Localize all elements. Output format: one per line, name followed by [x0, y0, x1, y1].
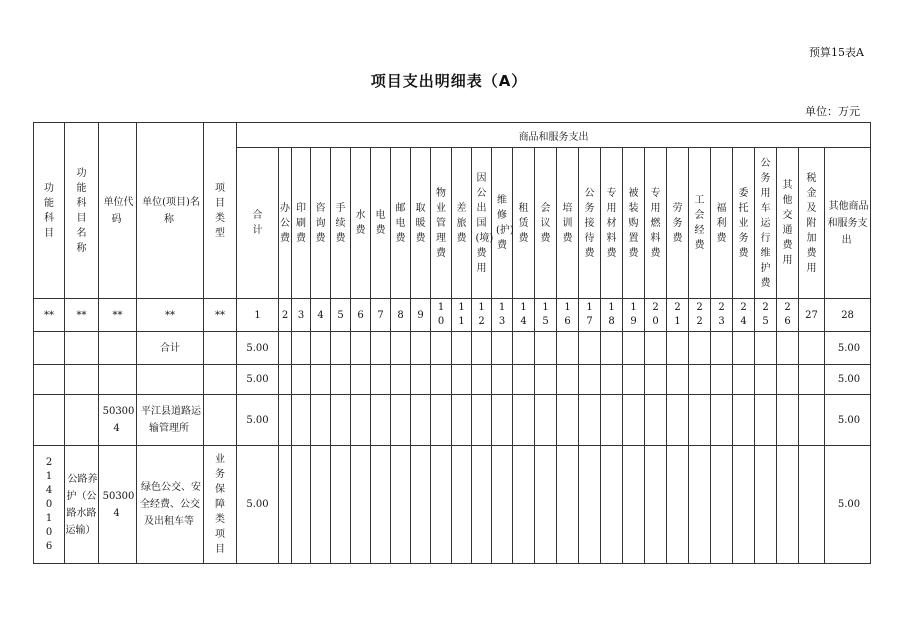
col-number	[557, 299, 579, 332]
amount-cell	[331, 365, 351, 395]
col-header	[331, 148, 351, 299]
amount-cell	[371, 446, 391, 564]
amount-cell	[411, 332, 431, 365]
col-header	[601, 148, 623, 299]
amount-cell	[799, 332, 825, 365]
col-header	[411, 148, 431, 299]
amount-cell	[492, 332, 513, 365]
amount-cell	[689, 395, 711, 446]
amount-cell	[755, 365, 777, 395]
unit-code-cell-text	[116, 374, 120, 385]
amount-cell	[292, 365, 311, 395]
amount-cell	[472, 395, 492, 446]
amount-cell	[535, 446, 557, 564]
col-header-text: 其他商品和服务支出	[827, 200, 869, 246]
col-header	[777, 148, 799, 299]
col-number	[755, 299, 777, 332]
func-name-cell	[65, 365, 99, 395]
col-header	[472, 148, 492, 299]
col-header-text: 被装购置费	[628, 187, 639, 259]
amount-cell	[557, 332, 579, 365]
unit-code-cell	[99, 365, 137, 395]
amount-cell	[733, 365, 755, 395]
col-number-text: 18	[608, 302, 615, 327]
unit-code-cell-text	[116, 343, 120, 354]
amount-cell	[452, 332, 472, 365]
col-header-left-text: 单位(项目)名称	[142, 196, 200, 225]
col-header-text: 税金及附加费用	[806, 172, 817, 274]
amount-cell	[411, 446, 431, 564]
col-number	[472, 299, 492, 332]
other-expense-cell: 5.00	[825, 365, 871, 395]
amount-cell	[667, 332, 689, 365]
amount-cell	[391, 395, 411, 446]
col-header	[711, 148, 733, 299]
col-header	[279, 148, 292, 299]
total-cell: 5.00	[237, 395, 279, 446]
project-type-cell	[204, 332, 237, 365]
amount-cell	[311, 446, 331, 564]
amount-cell	[799, 395, 825, 446]
amount-cell	[601, 332, 623, 365]
amount-cell	[579, 446, 601, 564]
amount-cell	[557, 365, 579, 395]
project-type-cell	[204, 365, 237, 395]
unit-code-cell-text: 503004	[102, 406, 135, 434]
col-header-text: 咨询费	[315, 202, 326, 244]
col-number-text: 26	[784, 302, 791, 327]
amount-cell	[513, 395, 535, 446]
col-number	[513, 299, 535, 332]
amount-cell	[799, 446, 825, 564]
col-header-left	[137, 123, 204, 299]
col-header-left-text: 功能科目名称	[76, 167, 87, 254]
col-header	[292, 148, 311, 299]
unit-name-cell-text: 合计	[160, 342, 180, 354]
col-header	[557, 148, 579, 299]
total-cell: 5.00	[237, 365, 279, 395]
amount-cell	[579, 395, 601, 446]
col-number-text: 10	[437, 302, 445, 327]
amount-cell	[711, 365, 733, 395]
unit-code-cell	[99, 332, 137, 365]
amount-cell	[311, 332, 331, 365]
code-cell: **	[137, 299, 204, 332]
amount-cell	[371, 395, 391, 446]
func-code-cell	[34, 332, 65, 365]
col-number	[431, 299, 452, 332]
unit-name-cell	[137, 395, 204, 446]
amount-cell	[411, 365, 431, 395]
unit-code-cell	[99, 395, 137, 446]
code-cell: **	[65, 299, 99, 332]
amount-cell	[351, 332, 371, 365]
col-number-text: 21	[674, 302, 681, 327]
unit-label: 单位：万元	[805, 105, 860, 118]
amount-cell	[452, 365, 472, 395]
col-number	[667, 299, 689, 332]
col-number	[733, 299, 755, 332]
amount-cell	[351, 365, 371, 395]
col-header	[513, 148, 535, 299]
col-header-text: 公务用车运行维护费	[760, 157, 771, 289]
other-expense-cell: 5.00	[825, 332, 871, 365]
col-header-text: 维修(护)费	[496, 195, 514, 251]
col-header	[452, 148, 472, 299]
col-header-left	[34, 123, 65, 299]
col-header-text: 电费	[375, 210, 386, 236]
col-header	[689, 148, 711, 299]
amount-cell	[623, 395, 645, 446]
amount-cell	[391, 446, 411, 564]
amount-cell	[535, 395, 557, 446]
amount-cell	[535, 332, 557, 365]
amount-cell	[667, 365, 689, 395]
col-header-text: 培训费	[562, 202, 573, 244]
col-header-text: 专用燃料费	[650, 187, 661, 259]
col-header-text: 专用材料费	[606, 187, 617, 259]
amount-cell	[311, 365, 331, 395]
col-number: 2	[279, 299, 292, 332]
unit-name-cell	[137, 446, 204, 564]
col-header	[799, 148, 825, 299]
col-header-text: 合计	[252, 210, 263, 236]
col-header-left	[65, 123, 99, 299]
amount-cell	[431, 446, 452, 564]
col-header-left-text: 功能科目	[44, 182, 54, 239]
func-name-cell-text	[80, 374, 84, 385]
col-header	[237, 148, 279, 299]
amount-cell	[513, 446, 535, 564]
project-type-cell	[204, 395, 237, 446]
amount-cell	[579, 332, 601, 365]
amount-cell	[331, 332, 351, 365]
amount-cell	[755, 395, 777, 446]
col-header	[371, 148, 391, 299]
other-expense-cell: 5.00	[825, 446, 871, 564]
col-number-text: 24	[740, 302, 747, 327]
code-cell: **	[34, 299, 65, 332]
amount-cell	[601, 395, 623, 446]
total-cell: 5.00	[237, 446, 279, 564]
budget-table	[33, 122, 871, 564]
amount-cell	[623, 365, 645, 395]
unit-name-cell-text: 平江县道路运输管理所	[141, 406, 201, 434]
amount-cell	[351, 395, 371, 446]
group-header: 商品和服务支出	[237, 123, 871, 148]
col-number: 3	[292, 299, 311, 332]
func-name-cell-text: 公路养护（公路水路运输）	[65, 473, 98, 536]
col-number: 1	[237, 299, 279, 332]
unit-name-cell	[137, 365, 204, 395]
amount-cell	[623, 332, 645, 365]
amount-cell	[755, 332, 777, 365]
col-header	[667, 148, 689, 299]
amount-cell	[431, 365, 452, 395]
amount-cell	[431, 395, 452, 446]
amount-cell	[331, 395, 351, 446]
amount-cell	[492, 365, 513, 395]
func-name-cell	[65, 332, 99, 365]
col-number	[645, 299, 667, 332]
amount-cell	[513, 365, 535, 395]
code-cell: **	[204, 299, 237, 332]
func-name-cell-text	[80, 343, 84, 354]
amount-cell	[689, 365, 711, 395]
col-header-text: 取暖费	[415, 202, 426, 244]
amount-cell	[391, 365, 411, 395]
other-expense-cell: 5.00	[825, 395, 871, 446]
col-header-text: 会议费	[540, 202, 551, 244]
amount-cell	[755, 446, 777, 564]
amount-cell	[292, 395, 311, 446]
col-number-text: 22	[696, 302, 703, 327]
amount-cell	[711, 395, 733, 446]
amount-cell	[777, 332, 799, 365]
amount-cell	[645, 365, 667, 395]
amount-cell	[733, 446, 755, 564]
col-number: 7	[371, 299, 391, 332]
col-number-text: 12	[478, 302, 485, 327]
amount-cell	[645, 395, 667, 446]
col-header-text: 差旅费	[456, 202, 467, 244]
table-row	[34, 446, 871, 564]
col-header-text: 因公出国(境)费用	[475, 172, 494, 274]
col-header	[311, 148, 331, 299]
amount-cell	[601, 446, 623, 564]
col-header-text: 福利费	[716, 202, 727, 244]
amount-cell	[391, 332, 411, 365]
amount-cell	[711, 446, 733, 564]
amount-cell	[601, 365, 623, 395]
col-header-text: 劳务费	[672, 202, 683, 244]
col-number: 4	[311, 299, 331, 332]
amount-cell	[733, 332, 755, 365]
amount-cell	[711, 332, 733, 365]
col-header-text: 水费	[355, 210, 366, 236]
form-code: 预算15表A	[809, 46, 864, 59]
col-number	[711, 299, 733, 332]
amount-cell	[492, 446, 513, 564]
amount-cell	[667, 395, 689, 446]
amount-cell	[279, 332, 292, 365]
amount-cell	[777, 395, 799, 446]
col-number	[623, 299, 645, 332]
col-header-left-text: 项目类型	[215, 182, 225, 239]
table-header-row	[34, 123, 871, 148]
amount-cell	[513, 332, 535, 365]
amount-cell	[689, 332, 711, 365]
col-number: 6	[351, 299, 371, 332]
amount-cell	[777, 365, 799, 395]
col-number	[452, 299, 472, 332]
col-header-text: 邮电费	[395, 202, 406, 244]
amount-cell	[411, 395, 431, 446]
amount-cell	[645, 446, 667, 564]
col-header-text: 工会经费	[694, 195, 705, 251]
col-header-text: 租赁费	[518, 202, 529, 244]
amount-cell	[733, 395, 755, 446]
unit-name-cell	[137, 332, 204, 365]
amount-cell	[777, 446, 799, 564]
amount-cell	[623, 446, 645, 564]
amount-cell	[799, 365, 825, 395]
col-number-text: 19	[630, 302, 637, 327]
col-header	[492, 148, 513, 299]
col-header-left	[204, 123, 237, 299]
amount-cell	[279, 395, 292, 446]
amount-cell	[279, 446, 292, 564]
func-name-cell-text	[80, 415, 84, 426]
col-number: 9	[411, 299, 431, 332]
col-header-text: 其他交通费用	[782, 180, 793, 266]
func-code-cell-text: 2140106	[45, 456, 53, 552]
col-number	[777, 299, 799, 332]
col-header-text: 委托业务费	[738, 187, 749, 259]
amount-cell	[371, 332, 391, 365]
amount-cell	[452, 446, 472, 564]
unit-code-cell	[99, 446, 137, 564]
col-number-text: 17	[586, 302, 593, 327]
page-title: 项目支出明细表（A）	[370, 72, 528, 90]
col-number	[689, 299, 711, 332]
project-type-cell-text: 业务保障类项目	[215, 454, 225, 555]
col-header	[431, 148, 452, 299]
amount-cell	[557, 446, 579, 564]
amount-cell	[645, 332, 667, 365]
func-code-cell	[34, 395, 65, 446]
table-row	[34, 395, 871, 446]
col-header	[755, 148, 777, 299]
amount-cell	[292, 332, 311, 365]
amount-cell	[331, 446, 351, 564]
col-header	[623, 148, 645, 299]
col-header-text: 印刷费	[296, 202, 306, 244]
col-number: 27	[799, 299, 825, 332]
col-number: 28	[825, 299, 871, 332]
col-number-text: 20	[652, 302, 659, 327]
table-row	[34, 299, 871, 332]
col-number-text: 15	[542, 302, 549, 327]
project-type-cell	[204, 446, 237, 564]
amount-cell	[535, 365, 557, 395]
col-header-left	[99, 123, 137, 299]
amount-cell	[452, 395, 472, 446]
col-header	[391, 148, 411, 299]
col-number-text: 25	[762, 302, 769, 327]
col-number	[579, 299, 601, 332]
col-header-text: 公务接待费	[584, 187, 595, 259]
func-code-cell	[34, 365, 65, 395]
col-number-text: 11	[458, 302, 465, 327]
func-name-cell	[65, 446, 99, 564]
col-number: 8	[391, 299, 411, 332]
func-code-cell	[34, 446, 65, 564]
unit-code-cell-text: 503004	[102, 490, 135, 519]
code-cell: **	[99, 299, 137, 332]
unit-name-cell-text: 绿色公交、安全经费、公交及出租车等	[140, 482, 201, 527]
amount-cell	[431, 332, 452, 365]
amount-cell	[492, 395, 513, 446]
col-number-text: 23	[718, 302, 725, 327]
col-number	[492, 299, 513, 332]
col-number	[535, 299, 557, 332]
col-header-text: 办公费	[280, 202, 290, 244]
col-header-text: 手续费	[335, 202, 346, 244]
col-number	[601, 299, 623, 332]
amount-cell	[351, 446, 371, 564]
amount-cell	[472, 332, 492, 365]
col-number-text: 13	[498, 302, 506, 327]
unit-name-cell-text	[168, 374, 172, 385]
col-header-text: 物业管理费	[436, 187, 446, 259]
amount-cell	[579, 365, 601, 395]
amount-cell	[472, 365, 492, 395]
amount-cell	[279, 365, 292, 395]
col-header	[645, 148, 667, 299]
col-header	[825, 148, 871, 299]
amount-cell	[667, 446, 689, 564]
col-header	[579, 148, 601, 299]
amount-cell	[292, 446, 311, 564]
col-number-text: 16	[564, 302, 571, 327]
amount-cell	[371, 365, 391, 395]
col-number: 5	[331, 299, 351, 332]
amount-cell	[689, 446, 711, 564]
col-header	[733, 148, 755, 299]
col-header	[535, 148, 557, 299]
col-header-left-text: 单位代码	[103, 196, 134, 225]
col-number-text: 14	[520, 302, 527, 327]
amount-cell	[557, 395, 579, 446]
table-row	[34, 365, 871, 395]
func-name-cell	[65, 395, 99, 446]
col-header	[351, 148, 371, 299]
total-cell: 5.00	[237, 332, 279, 365]
table-row	[34, 332, 871, 365]
amount-cell	[472, 446, 492, 564]
amount-cell	[311, 395, 331, 446]
